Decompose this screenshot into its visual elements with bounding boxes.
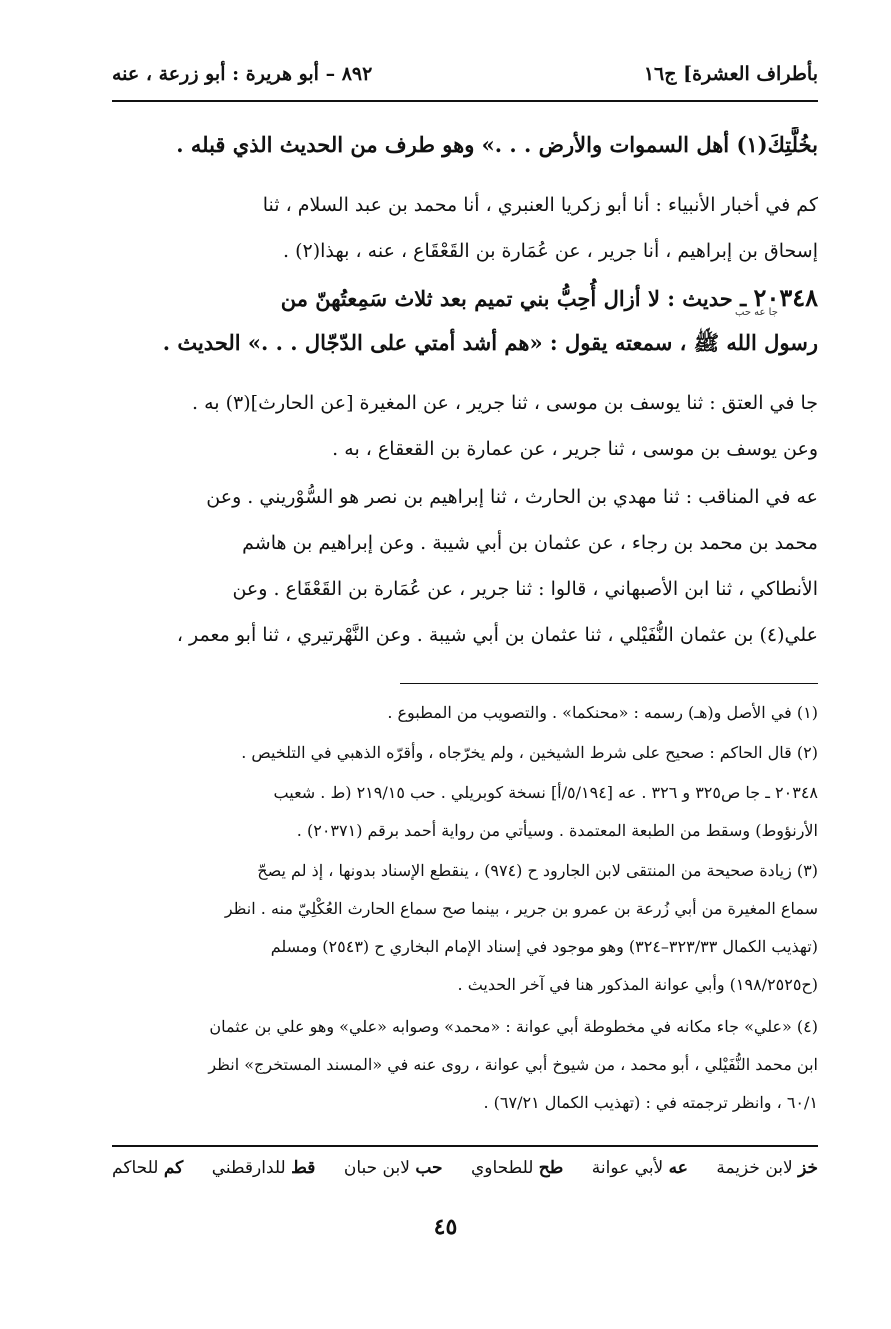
text-line: جا في العتق : ثنا يوسف بن موسى ، ثنا جرير ، عن المغيرة [عن الحارث](٣) به . xyxy=(192,392,818,414)
abbreviation-item xyxy=(344,1158,443,1178)
footnote-line: (١) في الأصل و(هـ) رسمه : «محنكما» . والتصويب من المطبوع . xyxy=(387,703,818,722)
footnote-line: (٤) «علي» جاء مكانه في مخطوطة أبي عوانة : «محمد» وصوابه «علي» وهو علي بن عثمان xyxy=(209,1017,818,1036)
text-line: الأنطاكي ، ثنا ابن الأصبهاني ، قالوا : ثنا جرير ، عن عُمَارة بن القَعْقَاع . وعن xyxy=(232,578,818,600)
footnote-line: ٦٠/١ ، وانظر ترجمته في : (تهذيب الكمال ٦٧/٢١) . xyxy=(483,1093,818,1112)
abbreviation-code: حب xyxy=(415,1158,443,1178)
abbreviation-name: للحاكم xyxy=(112,1158,159,1178)
hadith-text: رسول الله ﷺ ، سمعته يقول : «هم أشد أمتي على الدّجّال . . .» الحديث . xyxy=(162,330,818,355)
abbreviation-item xyxy=(471,1158,563,1178)
abbreviation-item xyxy=(716,1158,818,1178)
hadith-continuation xyxy=(112,127,818,163)
footnote xyxy=(112,1008,818,1122)
footnote-line: (٣) زيادة صحيحة من المنتقى لابن الجارود ح (٩٧٤) ، ينقطع الإسناد بدونها ، إذ لم يصحّ xyxy=(257,861,818,880)
footnote-line: الأرنؤوط) وسقط من الطبعة المعتمدة . وسيأتي من رواية أحمد برقم (٢٠٣٧١) . xyxy=(296,821,818,840)
source-paragraph xyxy=(112,474,818,658)
text-line: محمد بن محمد بن رجاء ، عن عثمان بن أبي شيبة . وعن إبراهيم بن هاشم xyxy=(242,532,818,554)
abbreviation-name: لابن حبان xyxy=(343,1158,410,1178)
footnote xyxy=(112,694,818,732)
abbreviation-code: طح xyxy=(538,1158,564,1178)
footnote-line: (ح١٩٨/٢٥٢٥) وأبي عوانة المذكور هنا في آخر الحديث . xyxy=(457,975,818,994)
footnote xyxy=(112,734,818,772)
footnote-line: (٢) قال الحاكم : صحيح على شرط الشيخين ، ولم يخرّجاه ، وأقرّه الذهبي في التلخيص . xyxy=(241,743,818,762)
abbreviation-name: للدارقطني xyxy=(211,1158,286,1178)
abbreviation-item xyxy=(592,1158,688,1178)
source-paragraph xyxy=(112,182,818,274)
text-line: علي(٤) بن عثمان النُّفَيْلي ، ثنا عثمان بن أبي شيبة . وعن النَّهْرتيري ، ثنا أبو معمر ، xyxy=(176,624,818,646)
abbreviation-code: كم xyxy=(163,1158,184,1178)
abbreviation-key xyxy=(112,1158,818,1178)
page-number: ٤٥ xyxy=(433,1214,458,1240)
footnote-line: (تهذيب الكمال ٣٢٣/٣٣–٣٢٤) وهو موجود في إسناد الإمام البخاري ح (٢٥٤٣) ومسلم xyxy=(270,937,818,956)
abbreviation-name: للطحاوي xyxy=(470,1158,534,1178)
header-chain: ٨٩٢ – أبو هريرة : أبو زرعة ، عنه xyxy=(112,63,373,85)
footnote-line: ٢٠٣٤٨ ـ جا ص٣٢٥ و ٣٢٦ . عه [٥/١٩٤/أ] نسخة كوبريلي . حب ٢١٩/١٥ (ط . شعيب xyxy=(273,783,818,802)
marginal-sigla: جا عه حب xyxy=(735,307,778,318)
footnote xyxy=(112,852,818,1004)
source-paragraph xyxy=(112,380,818,472)
abbreviation-item xyxy=(212,1158,316,1178)
footnote-line: سماع المغيرة من أبي زُرعة بن عمرو بن جرير ، بينما صح سماع الحارث العُكْلِيّ منه . انظر xyxy=(224,899,818,918)
text-line: إسحاق بن إبراهيم ، أنا جرير ، عن عُمَارة بن القَعْقَاع ، عنه ، بهذا(٢) . xyxy=(283,240,818,262)
text-line: بخُلَّتِكَ(١) أهل السموات والأرض . . .» وهو طرف من الحديث الذي قبله . xyxy=(176,132,818,157)
hadith-heading xyxy=(112,276,818,365)
abbreviation-name: لابن خزيمة xyxy=(716,1158,793,1178)
footnote-line: ابن محمد النُّفَيْلي ، أبو محمد ، من شيوخ أبي عوانة ، روى عنه في «المسند المستخرج» انظر xyxy=(208,1055,818,1074)
footnote-divider xyxy=(400,683,818,684)
text-line: كم في أخبار الأنبياء : أنا أبو زكريا العنبري ، أنا محمد بن عبد السلام ، ثنا xyxy=(262,194,818,216)
header-divider xyxy=(112,100,818,102)
abbreviation-code: خز xyxy=(798,1158,818,1178)
hadith-number: ٢٠٣٤٨ xyxy=(753,283,818,312)
abbreviation-divider xyxy=(112,1145,818,1147)
reference-note xyxy=(112,774,818,850)
abbreviation-code: عه xyxy=(668,1158,688,1178)
text-line: وعن يوسف بن موسى ، ثنا جرير ، عن عمارة بن القعقاع ، به . xyxy=(332,438,818,460)
text-line: عه في المناقب : ثنا مهدي بن الحارث ، ثنا إبراهيم بن نصر هو السُّوْريني . وعن xyxy=(206,486,818,508)
abbreviation-name: لأبي عوانة xyxy=(591,1158,664,1178)
abbreviation-item xyxy=(112,1158,183,1178)
running-header xyxy=(112,52,818,96)
header-book-title: بأطراف العشرة] ج١٦ xyxy=(643,63,818,85)
abbreviation-code: قط xyxy=(291,1158,316,1178)
hadith-text: ـ حديث : لا أزال أُحِبُّ بني تميم بعد ثلاث سَمِعتُهنّ من xyxy=(280,286,747,311)
hadith-heading-line xyxy=(112,276,818,321)
